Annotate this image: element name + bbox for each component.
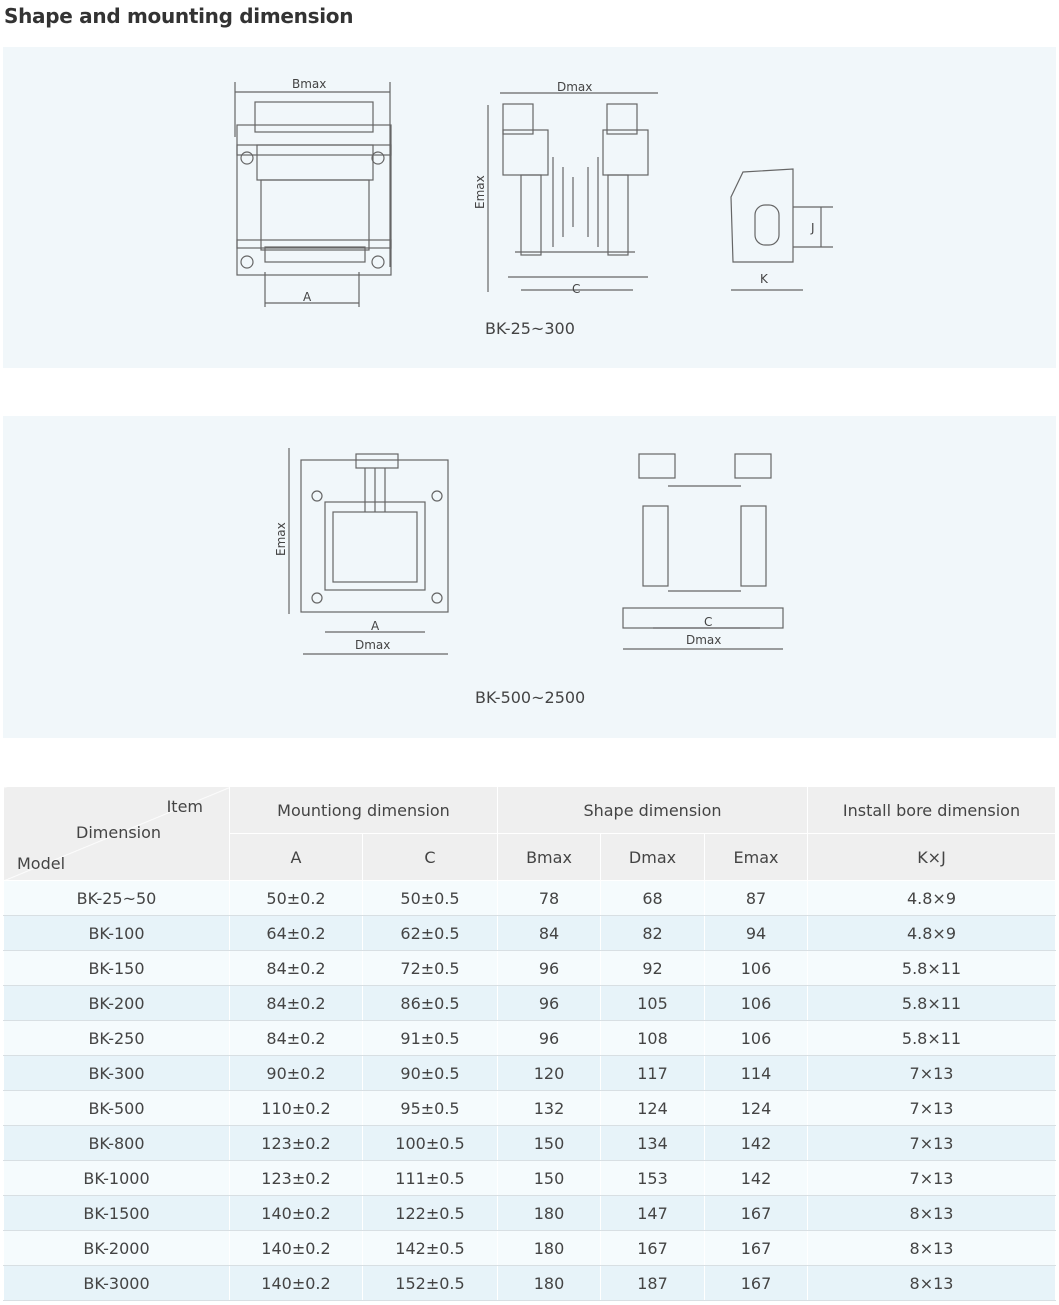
value-cell: 7×13 (808, 1161, 1056, 1196)
value-cell: 90±0.5 (363, 1056, 498, 1091)
value-cell: 124 (601, 1091, 705, 1126)
dimension-table (3, 786, 1056, 1301)
item-label: Item (166, 797, 203, 816)
table-row (4, 951, 1056, 986)
svg-text:A: A (303, 290, 312, 304)
table-row (4, 1161, 1056, 1196)
table-row (4, 1266, 1056, 1301)
svg-text:Dmax: Dmax (686, 633, 722, 647)
table-row (4, 1056, 1056, 1091)
value-cell: 134 (601, 1126, 705, 1161)
value-cell: 84±0.2 (230, 986, 363, 1021)
value-cell: 7×13 (808, 1091, 1056, 1126)
value-cell: 142 (705, 1126, 808, 1161)
value-cell: 152±0.5 (363, 1266, 498, 1301)
value-cell: 167 (705, 1231, 808, 1266)
value-cell: 84±0.2 (230, 1021, 363, 1056)
section-title: Shape and mounting dimension (4, 4, 354, 28)
value-cell: 132 (498, 1091, 601, 1126)
value-cell: 140±0.2 (230, 1196, 363, 1231)
model-cell: BK-25~50 (4, 881, 230, 916)
column-header: K×J (808, 834, 1056, 881)
diagram-caption: BK-500~2500 (475, 688, 586, 707)
value-cell: 8×13 (808, 1231, 1056, 1266)
value-cell: 7×13 (808, 1056, 1056, 1091)
value-cell: 111±0.5 (363, 1161, 498, 1196)
value-cell: 100±0.5 (363, 1126, 498, 1161)
value-cell: 72±0.5 (363, 951, 498, 986)
model-label: Model (17, 854, 66, 873)
svg-text:Emax: Emax (473, 175, 487, 209)
value-cell: 82 (601, 916, 705, 951)
value-cell: 110±0.2 (230, 1091, 363, 1126)
table-row (4, 1196, 1056, 1231)
group-header: Install bore dimension (808, 787, 1056, 834)
value-cell: 114 (705, 1056, 808, 1091)
value-cell: 90±0.2 (230, 1056, 363, 1091)
value-cell: 5.8×11 (808, 951, 1056, 986)
column-header: Emax (705, 834, 808, 881)
svg-text:Bmax: Bmax (292, 77, 327, 91)
value-cell: 50±0.2 (230, 881, 363, 916)
value-cell: 123±0.2 (230, 1161, 363, 1196)
column-header: Bmax (498, 834, 601, 881)
svg-text:C: C (572, 282, 581, 296)
group-header: Mountiong dimension (230, 787, 498, 834)
model-cell: BK-200 (4, 986, 230, 1021)
corner-header (4, 787, 230, 881)
value-cell: 120 (498, 1056, 601, 1091)
value-cell: 84 (498, 916, 601, 951)
model-cell: BK-1500 (4, 1196, 230, 1231)
value-cell: 142±0.5 (363, 1231, 498, 1266)
svg-text:Dmax: Dmax (557, 80, 593, 94)
svg-text:J: J (811, 221, 815, 235)
value-cell: 4.8×9 (808, 881, 1056, 916)
value-cell: 96 (498, 986, 601, 1021)
dimension-label: Dimension (76, 823, 162, 842)
model-cell: BK-800 (4, 1126, 230, 1161)
value-cell: 64±0.2 (230, 916, 363, 951)
value-cell: 96 (498, 951, 601, 986)
value-cell: 153 (601, 1161, 705, 1196)
value-cell: 180 (498, 1266, 601, 1301)
svg-text:A: A (371, 619, 380, 633)
table-row (4, 986, 1056, 1021)
value-cell: 106 (705, 986, 808, 1021)
value-cell: 50±0.5 (363, 881, 498, 916)
value-cell: 180 (498, 1196, 601, 1231)
svg-text:C: C (704, 615, 713, 629)
value-cell: 105 (601, 986, 705, 1021)
model-cell: BK-150 (4, 951, 230, 986)
table-row (4, 1091, 1056, 1126)
model-cell: BK-2000 (4, 1231, 230, 1266)
value-cell: 96 (498, 1021, 601, 1056)
model-cell: BK-250 (4, 1021, 230, 1056)
svg-text:Emax: Emax (274, 522, 288, 556)
model-cell: BK-1000 (4, 1161, 230, 1196)
value-cell: 5.8×11 (808, 986, 1056, 1021)
model-cell: BK-300 (4, 1056, 230, 1091)
svg-text:K: K (760, 272, 768, 286)
group-header: Shape dimension (498, 787, 808, 834)
value-cell: 92 (601, 951, 705, 986)
model-cell: BK-500 (4, 1091, 230, 1126)
value-cell: 91±0.5 (363, 1021, 498, 1056)
value-cell: 8×13 (808, 1266, 1056, 1301)
value-cell: 150 (498, 1161, 601, 1196)
value-cell: 117 (601, 1056, 705, 1091)
value-cell: 180 (498, 1231, 601, 1266)
value-cell: 150 (498, 1126, 601, 1161)
column-header: C (363, 834, 498, 881)
value-cell: 142 (705, 1161, 808, 1196)
value-cell: 106 (705, 1021, 808, 1056)
value-cell: 122±0.5 (363, 1196, 498, 1231)
value-cell: 84±0.2 (230, 951, 363, 986)
table-row (4, 881, 1056, 916)
value-cell: 147 (601, 1196, 705, 1231)
value-cell: 108 (601, 1021, 705, 1056)
table-row (4, 1231, 1056, 1266)
value-cell: 87 (705, 881, 808, 916)
value-cell: 187 (601, 1266, 705, 1301)
value-cell: 78 (498, 881, 601, 916)
value-cell: 124 (705, 1091, 808, 1126)
value-cell: 123±0.2 (230, 1126, 363, 1161)
value-cell: 167 (601, 1231, 705, 1266)
value-cell: 140±0.2 (230, 1231, 363, 1266)
model-cell: BK-3000 (4, 1266, 230, 1301)
table-row (4, 916, 1056, 951)
value-cell: 86±0.5 (363, 986, 498, 1021)
column-header: Dmax (601, 834, 705, 881)
model-cell: BK-100 (4, 916, 230, 951)
diagram-panel-bk-500-2500 (3, 416, 1056, 738)
table-row (4, 1021, 1056, 1056)
diagram-panel-bk-25-300 (3, 47, 1056, 368)
value-cell: 95±0.5 (363, 1091, 498, 1126)
value-cell: 8×13 (808, 1196, 1056, 1231)
diagram-caption: BK-25~300 (485, 319, 575, 338)
value-cell: 94 (705, 916, 808, 951)
table-row (4, 1126, 1056, 1161)
column-header: A (230, 834, 363, 881)
value-cell: 167 (705, 1266, 808, 1301)
value-cell: 140±0.2 (230, 1266, 363, 1301)
value-cell: 4.8×9 (808, 916, 1056, 951)
value-cell: 167 (705, 1196, 808, 1231)
value-cell: 68 (601, 881, 705, 916)
value-cell: 7×13 (808, 1126, 1056, 1161)
value-cell: 5.8×11 (808, 1021, 1056, 1056)
value-cell: 106 (705, 951, 808, 986)
value-cell: 62±0.5 (363, 916, 498, 951)
svg-text:Dmax: Dmax (355, 638, 391, 652)
